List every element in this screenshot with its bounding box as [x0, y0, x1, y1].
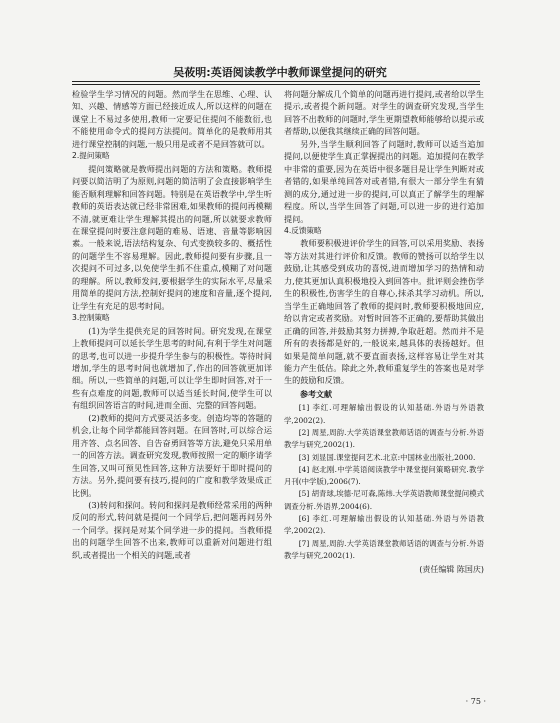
reference-item: [6] 李红.可理解输出假设的认知基础.外语与外语教学,2002(2). — [284, 514, 484, 536]
references-heading: 参考文献 — [300, 389, 332, 399]
header-rule-bottom — [72, 84, 480, 85]
reference-item: [5] 胡青球,埃德·尼可森,陈炜.大学英语教师课堂提问模式调查分析.外语界,2004(6). — [284, 489, 484, 511]
reference-item: [3] 刘显国.课堂提问艺术.北京:中国林业出版社,2000. — [298, 452, 476, 462]
body-paragraph: 另外,当学生顺利回答了问题时,教师可以适当追加提问,以便使学生真正掌握提出的问题。追加提问在教学中非常的重要,因为在英语中很多题目是让学生判断对或者错的,如果单纯回答对或者错,有很大一部分学生有猜测的成分,通过进一步的提问,可以真正了解学生的理解程度。所以,当学生回答了问题,可以进一步的进行追加提问。 — [284, 138, 484, 224]
section-heading: 2.提问策略 — [72, 151, 110, 161]
body-paragraph: 检验学生学习情况的问题。然而学生在思维、心理、认知、兴趣、情感等方面已经接近成人,所以这样的问题在课堂上不易过多使用,教师一定要记住提问不能数衍,也不能使用命令式的提问方法提问。简单化的是教师用其进行课堂控制的问题,一般只用是或者不是回答就可以。 — [72, 89, 272, 149]
body-paragraph: 提问策略就是教师提出问题的方法和策略。教师提问要以简洁明了为原则,问题的简洁明了会直接影响学生能否顺利理解和回答问题。特别是在英语教学中,学生听教师的英语表达就已经非常困难,如果教师的提问再模糊不清,就更难让学生理解其提出的问题,所以就要求教师在课堂提问时要注意问题的难易、语速、音量等影响因素。一般来说,语法结构复杂、句式变换较多的、概括性的问题学生不容易理解。因此,教师提问要有步骤,且一次提问不可过多,以免使学生抓不住重点,模糊了对问题的理解。所以,教师发问,要根据学生的实际水平,尽量采用简单的提问方法,控制好提问的速度和音量,逐个提问,让学生有充足的思考时间。 — [72, 163, 272, 311]
running-header: 吴莜明:英语阅读教学中教师课堂提问的研究 — [173, 66, 387, 79]
editor-credit: (责任编辑 陈国庆) — [419, 565, 484, 575]
body-paragraph: 教师要积极进评价学生的回答,可以采用奖励、表扬等方法对其进行评价和反馈。教师的赞扬可以给学生以鼓励,让其感受到成功的喜悦,进而增加学习的热情和动力,使其更加认真积极地投入到回答中。批评则会挫伤学生的积极性,伤害学生的自尊心,抹杀其学习动机。所以,当学生正确地回答了教师的提问时,教师要积极地回应,给以肯定或者奖励。对暂时回答不正确的,要帮助其做出正确的回答,并鼓励其努力拼搏,争取赶超。然而并不是所有的表扬都是好的,一般说来,越具体的表扬越好。但如果是简单问题,就不要直面表扬,这样容易让学生对其能力产生低估。除此之外,教师重复学生的答案也是对学生的鼓励和反馈。 — [284, 238, 484, 386]
reference-item: [7] 周星,周韵.大学英语课堂教师话语的调查与分析.外语教学与研究,2002(1). — [284, 538, 484, 560]
right-column — [284, 88, 484, 577]
body-paragraph: (2)教师的提问方式要灵活多变。创造均等的答题的机会,让每个同学都能回答问题。在回答时,可以综合运用齐答、点名回答、自告奋勇回答等方法,避免只采用单一的回答方法。调查研究发现,教师按照一定的顺序请学生回答,又叫可预见性回答,这种方法要好于即时提问的方法。另外,提问要有技巧,提问的广度和教学效果成正比例。 — [72, 412, 272, 498]
section-heading: 3.控制策略 — [72, 313, 110, 323]
left-column — [72, 88, 272, 561]
header-rule-top — [72, 81, 480, 82]
section-heading: 4.反馈策略 — [284, 225, 322, 235]
body-paragraph: 将问题分解成几个简单的问题再进行提问,或者给以学生提示,或者提个新问题。对学生的调查研究发现,当学生回答不出教师的问题时,学生更期望教师能够给以提示或者帮助,以便我其继续正确的回答问题。 — [284, 89, 484, 137]
body-paragraph: (1)为学生提供充足的回答时间。研究发现,在课堂上教师提问可以延长学生思考的时间,有利于学生对问题的思考,也可以进一步提升学生参与的积极性。等待时间增加,学生的思考时间也就增加了,作出的回答就更加详细。所以,一些简单的问题,可以让学生即时回答,对于一些有点难度的问题,教师可以适当延长时间,使学生可以有组织回答语言的时间,进而全面、完整的回答问题。 — [72, 325, 272, 411]
reference-item: [4] 赵北刚.中学英语阅读教学中课堂提问策略研究.教学月刊(中学版),2006(7). — [284, 464, 484, 487]
reference-item: [2] 周星,周韵.大学英语课堂教师话语的调查与分析.外语教学与研究,2002(1). — [284, 427, 484, 450]
reference-item: [1] 李红.可理解输出假设的认知基础.外语与外语教学,2002(2). — [284, 403, 484, 425]
body-paragraph: (3)转问和探问。转问和探问是教师经常采用的两种反问的形式,转问就是提问一个同学后,把问题再问另外一个同学。探问是对某个同学进一步的提问。当教师提出的问题学生回答不出来,教师可以重新对问题进行组织,或者提出一个相关的问题,或者 — [72, 499, 272, 560]
page-number: · 75 · — [465, 697, 486, 706]
